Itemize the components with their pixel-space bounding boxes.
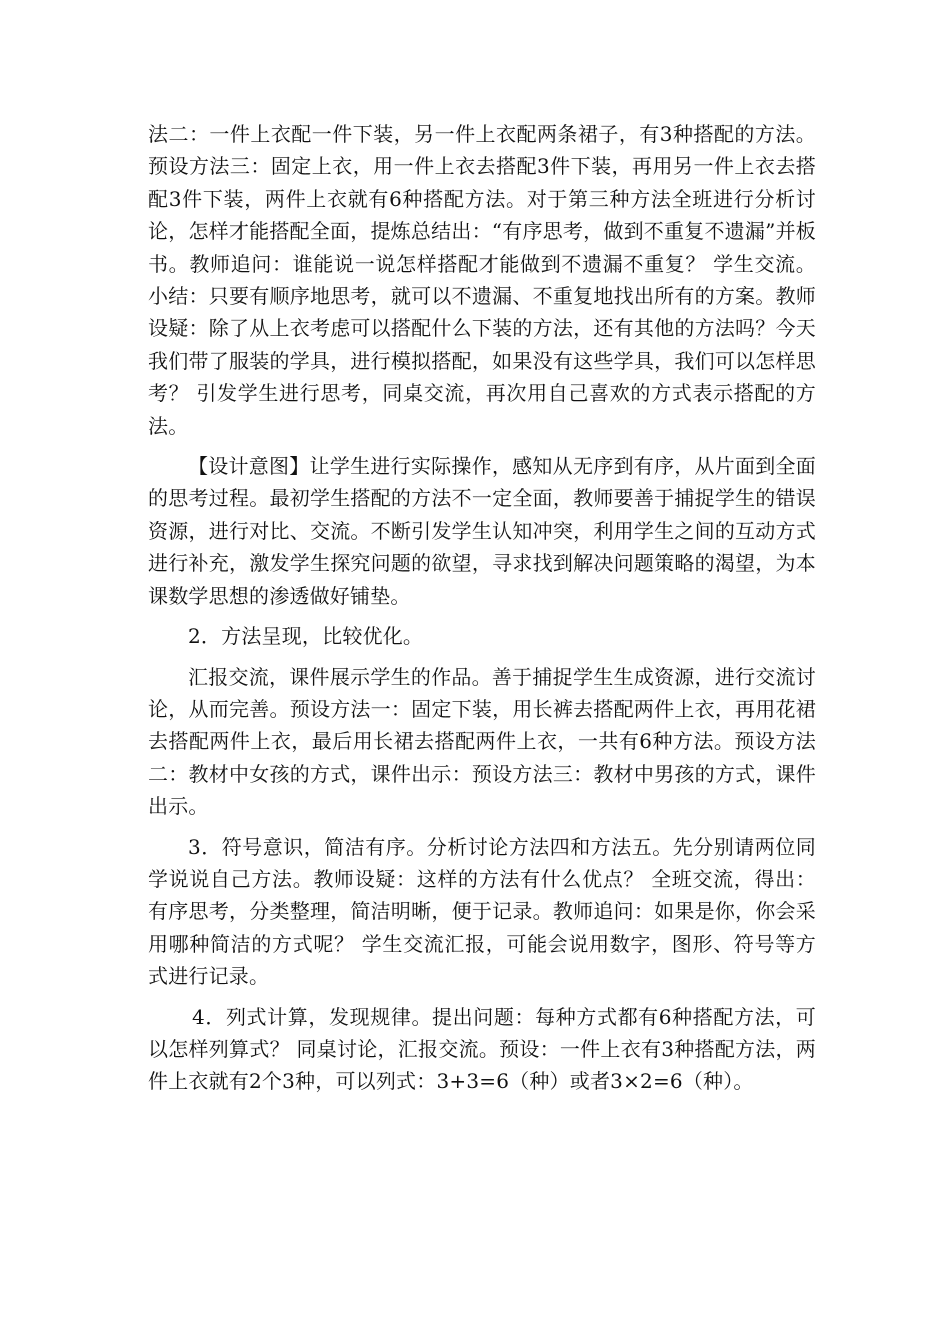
- paragraph-section-2-heading: 2．方法呈现，比较优化。: [188, 624, 424, 649]
- paragraph-method-two-continued: 法二：一件上衣配一件下装，另一件上衣配两条裙子，有3种搭配的方法。预设方法三：固定上衣，用一件上衣去搭配3件下装，再用另一件上衣去搭配3件下装，两件上衣就有6种搭配方法。对于第三种方法全班进行分析讨论，怎样才能搭配全面，提炼总结出：“有序思考，做到不重复不遗漏”并板书。教师追问：谁能说一说怎样搭配才能做到不遗漏不重复？ 学生交流。小结：只要有顺序地思考，就可以不遗漏、不重复地找出所有的方案。教师设疑：除了从上衣考虑可以搭配什么下装的方法，还有其他的方法吗？今天我们带了服装的学具，进行模拟搭配，如果没有这些学具，我们可以怎样思考？ 引发学生进行思考，同桌交流，再次用自己喜欢的方式表示搭配的方法。: [148, 122, 816, 438]
- document-page: [148, 118, 816, 1106]
- paragraph-section-3-symbol-awareness: 3．符号意识，简洁有序。分析讨论方法四和方法五。先分别请两位同学说说自己方法。教师设疑：这样的方法有什么优点？ 全班交流，得出：有序思考，分类整理，简洁明晰，便于记录。教师追问：如果是你，你会采用哪种简洁的方式呢？ 学生交流汇报，可能会说用数字，图形、符号等方式进行记录。: [148, 834, 816, 989]
- paragraph-report-exchange: 汇报交流，课件展示学生的作品。善于捕捉学生生成资源，进行交流讨论，从而完善。预设方法一：固定下装，用长裤去搭配两件上衣，再用花裙去搭配两件上衣，最后用长裙去搭配两件上衣，一共有6种方法。预设方法二：教材中女孩的方式，课件出示：预设方法三：教材中男孩的方式，课件出示。: [148, 664, 816, 819]
- paragraph-section-4-calculation: 4．列式计算，发现规律。提出问题：每种方式都有6种搭配方法，可以怎样列算式？ 同桌讨论，汇报交流。预设：一件上衣有3种搭配方法，两件上衣就有2个3种，可以列式：3+3=6（种）或者3×2=6（种）。: [148, 1004, 816, 1094]
- paragraph-design-intent: 【设计意图】让学生进行实际操作，感知从无序到有序，从片面到全面的思考过程。最初学生搭配的方法不一定全面，教师要善于捕捉学生的错误资源，进行对比、交流。不断引发学生认知冲突，利用学生之间的互动方式进行补充，激发学生探究问题的欲望，寻求找到解决问题策略的渴望，为本课数学思想的渗透做好铺垫。: [148, 454, 816, 608]
